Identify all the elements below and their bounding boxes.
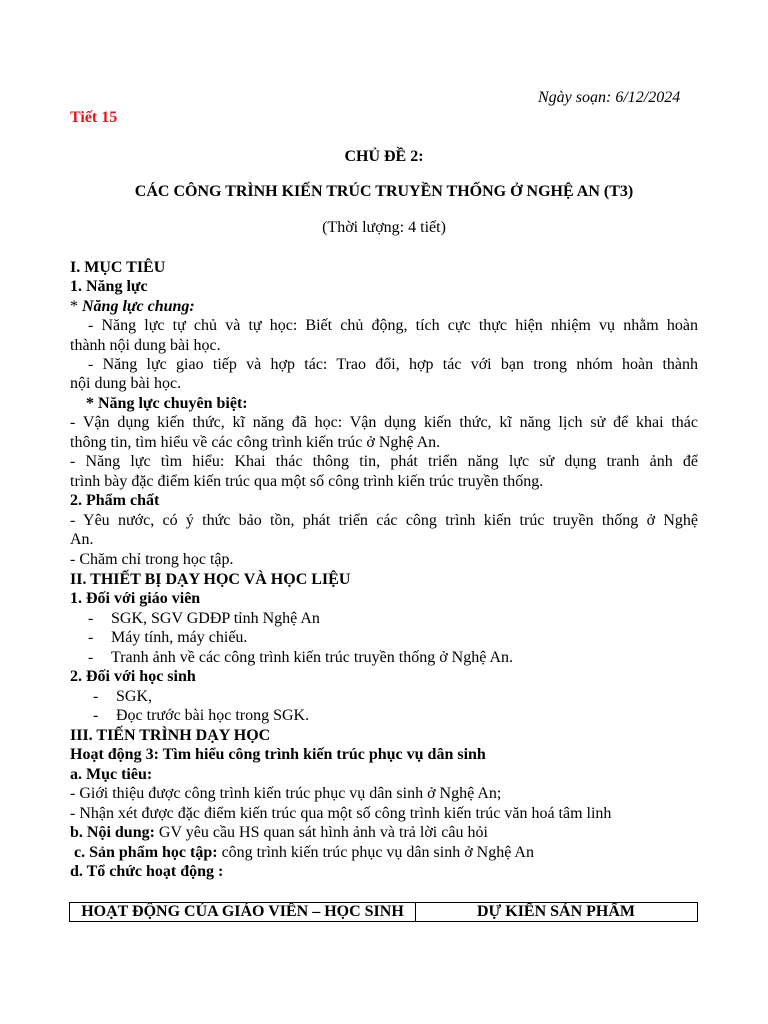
- quality-item-2: - Chăm chỉ trong học tập.: [70, 551, 234, 568]
- specific-item-2-line-1: - Năng lực tìm hiểu: Khai thác thông tin, phát triển năng lực sử dụng tranh ảnh để: [70, 453, 698, 470]
- specific-item-1-line-2: thông tin, tìm hiểu về các công trình kiến trúc ở Nghệ An.: [70, 434, 441, 451]
- table-header-expected-product: DỰ KIẾN SẢN PHẨM: [476, 903, 636, 920]
- section-1-heading: I. MỤC TIÊU: [70, 259, 166, 276]
- section-2-heading: II. THIẾT BỊ DẠY HỌC VÀ HỌC LIỆU: [70, 571, 351, 588]
- objective-label: a. Mục tiêu:: [70, 766, 153, 783]
- teacher-item-dash: -: [88, 649, 94, 666]
- teacher-item-dash: -: [88, 629, 94, 646]
- teacher-item-dash: -: [88, 610, 94, 627]
- student-item: SGK,: [116, 688, 153, 705]
- student-item-dash: -: [93, 707, 99, 724]
- teacher-heading: 1. Đối với giáo viên: [70, 590, 201, 607]
- table-header-teacher-student: HOẠT ĐỘNG CỦA GIÁO VIÊN – HỌC SINH: [70, 903, 416, 921]
- specific-competency-label: * Năng lực chuyên biệt:: [86, 395, 248, 412]
- specific-item-2-line-2: trình bày đặc điểm kiến trúc qua một số công trình kiến trúc truyền thống.: [70, 473, 544, 490]
- objective-item-2: - Nhận xét được đặc điểm kiến trúc qua một số công trình kiến trúc văn hoá tâm linh: [70, 805, 612, 822]
- general-item-1-line-2: thành nội dung bài học.: [70, 337, 221, 354]
- general-item-1-line-1: - Năng lực tự chủ và tự học: Biết chủ động, tích cực thực hiện nhiệm vụ nhằm hoàn: [88, 317, 698, 334]
- student-item: Đọc trước bài học trong SGK.: [116, 707, 310, 724]
- lesson-title: CÁC CÔNG TRÌNH KIẾN TRÚC TRUYỀN THỐNG Ở NGHỆ AN (T3): [134, 183, 634, 200]
- organization-label: d. Tổ chức hoạt động :: [70, 863, 224, 880]
- product-line: c. Sản phẩm học tập: công trình kiến trúc phục vụ dân sinh ở Nghệ An: [74, 844, 534, 861]
- specific-item-1-line-1: - Vận dụng kiến thức, kĩ năng đã học: Vận dụng kiến thức, kĩ năng lịch sử để khai thác: [70, 414, 698, 431]
- teacher-item: Tranh ảnh về các công trình kiến trúc truyền thống ở Nghệ An.: [111, 649, 513, 666]
- general-competency-label: * Năng lực chung:: [70, 298, 195, 315]
- teacher-item: SGK, SGV GDĐP tỉnh Nghệ An: [111, 610, 320, 627]
- teacher-item: Máy tính, máy chiếu.: [111, 629, 248, 646]
- activity-heading: Hoạt động 3: Tìm hiểu công trình kiến trúc phục vụ dân sinh: [70, 746, 486, 763]
- quality-item-1-line-2: An.: [70, 531, 94, 548]
- activity-table-header: [69, 902, 698, 922]
- general-item-2-line-1: - Năng lực giao tiếp và hợp tác: Trao đổi, hợp tác với bạn trong nhóm hoàn thành: [88, 356, 698, 373]
- period-label: Tiết 15: [70, 109, 118, 126]
- quality-item-1-line-1: - Yêu nước, có ý thức bảo tồn, phát triển các công trình kiến trúc truyền thống ở Nghệ: [70, 512, 698, 529]
- duration: (Thời lượng: 4 tiết): [322, 219, 446, 236]
- student-heading: 2. Đối với học sinh: [70, 668, 196, 685]
- objective-item-1: - Giới thiệu được công trình kiến trúc phục vụ dân sinh ở Nghệ An;: [70, 785, 502, 802]
- content-line: b. Nội dung: GV yêu cầu HS quan sát hình ảnh và trả lời câu hỏi: [70, 824, 488, 841]
- qualities-heading: 2. Phẩm chất: [70, 492, 160, 509]
- section-3-heading: III. TIẾN TRÌNH DẠY HỌC: [70, 727, 271, 744]
- competency-heading: 1. Năng lực: [70, 278, 148, 295]
- general-item-2-line-2: nội dung bài học.: [70, 375, 182, 392]
- student-item-dash: -: [93, 688, 99, 705]
- topic-heading: CHỦ ĐỀ 2:: [344, 148, 424, 165]
- date-prepared: Ngày soạn: 6/12/2024: [538, 89, 681, 106]
